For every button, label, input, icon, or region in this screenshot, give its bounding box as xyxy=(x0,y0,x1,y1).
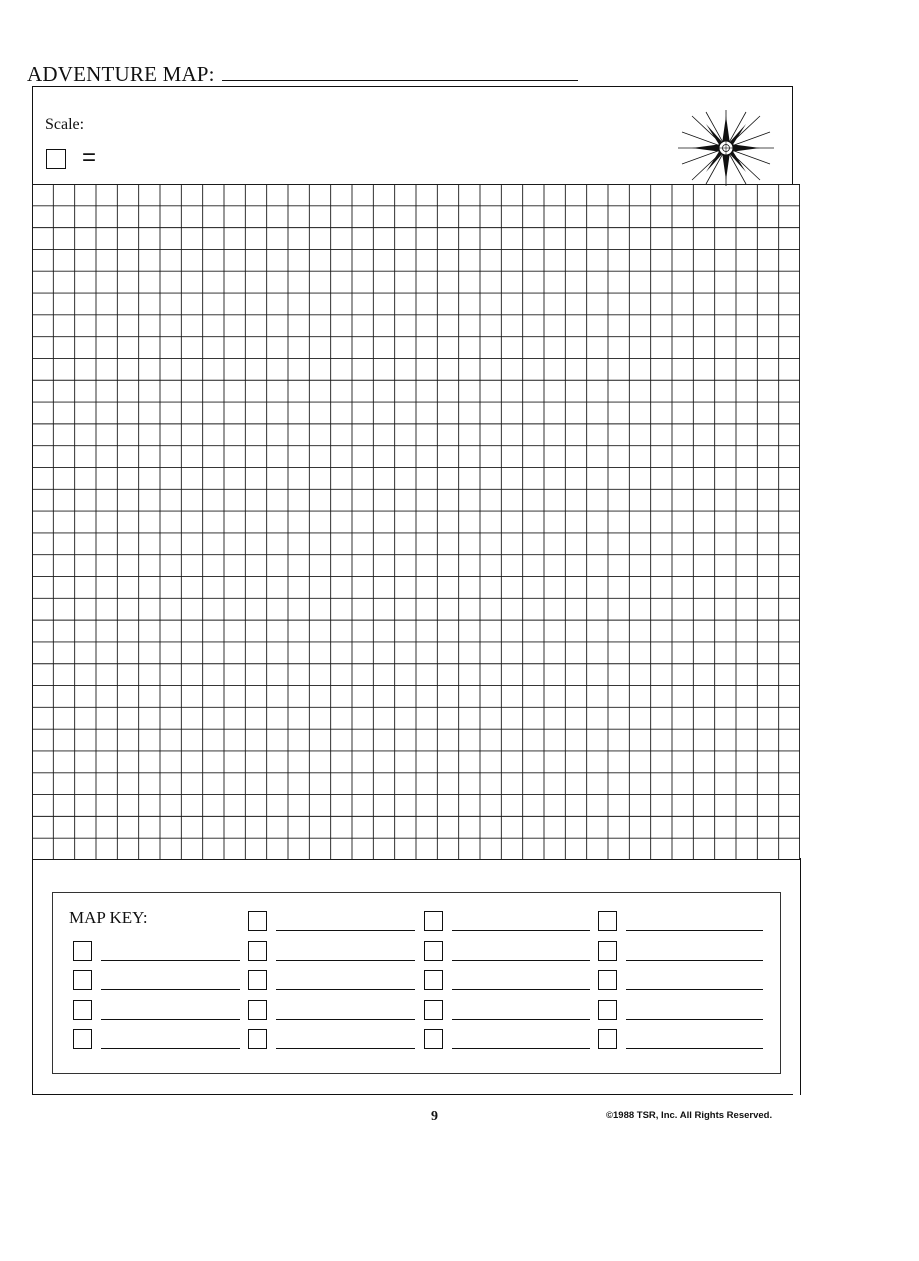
key-checkbox[interactable] xyxy=(248,941,267,961)
page-title: ADVENTURE MAP: xyxy=(27,62,215,86)
key-entry-line[interactable] xyxy=(626,1019,763,1020)
key-entry-line[interactable] xyxy=(626,960,763,961)
key-checkbox[interactable] xyxy=(424,1029,443,1049)
key-checkbox[interactable] xyxy=(598,911,617,931)
key-checkbox[interactable] xyxy=(248,970,267,990)
key-entry-line[interactable] xyxy=(101,960,240,961)
key-checkbox[interactable] xyxy=(598,970,617,990)
key-checkbox[interactable] xyxy=(598,941,617,961)
key-entry-line[interactable] xyxy=(626,930,763,931)
key-checkbox[interactable] xyxy=(424,1000,443,1020)
page-number: 9 xyxy=(431,1109,438,1124)
key-entry-line[interactable] xyxy=(452,930,590,931)
key-entry-line[interactable] xyxy=(626,989,763,990)
key-checkbox[interactable] xyxy=(73,1000,92,1020)
scale-label: Scale: xyxy=(45,116,85,133)
scale-equals-sign: = xyxy=(82,144,97,171)
key-checkbox[interactable] xyxy=(248,911,267,931)
key-entry-line[interactable] xyxy=(276,960,415,961)
key-entry-line[interactable] xyxy=(276,1019,415,1020)
key-checkbox[interactable] xyxy=(73,941,92,961)
key-checkbox[interactable] xyxy=(424,911,443,931)
map-key-title: MAP KEY: xyxy=(69,908,148,927)
copyright-notice: ©1988 TSR, Inc. All Rights Reserved. xyxy=(606,1110,773,1121)
key-entry-line[interactable] xyxy=(276,930,415,931)
key-entry-line[interactable] xyxy=(101,1048,240,1049)
key-entry-line[interactable] xyxy=(452,989,590,990)
key-checkbox[interactable] xyxy=(598,1029,617,1049)
title-underline xyxy=(222,80,578,81)
key-entry-line[interactable] xyxy=(452,1019,590,1020)
map-frame-right-edge-bottom xyxy=(800,858,801,1095)
key-checkbox[interactable] xyxy=(73,1029,92,1049)
key-entry-line[interactable] xyxy=(276,989,415,990)
key-checkbox[interactable] xyxy=(248,1029,267,1049)
key-checkbox[interactable] xyxy=(248,1000,267,1020)
key-entry-line[interactable] xyxy=(452,1048,590,1049)
key-entry-line[interactable] xyxy=(452,960,590,961)
key-checkbox[interactable] xyxy=(598,1000,617,1020)
key-entry-line[interactable] xyxy=(101,1019,240,1020)
key-checkbox[interactable] xyxy=(73,970,92,990)
key-entry-line[interactable] xyxy=(101,989,240,990)
key-checkbox[interactable] xyxy=(424,970,443,990)
key-checkbox[interactable] xyxy=(424,941,443,961)
compass-rose-icon xyxy=(678,110,774,186)
scale-square-box xyxy=(46,149,66,169)
key-entry-line[interactable] xyxy=(276,1048,415,1049)
map-frame-right-edge-top xyxy=(792,86,793,184)
key-entry-line[interactable] xyxy=(626,1048,763,1049)
map-grid xyxy=(32,184,800,860)
map-key-box xyxy=(52,892,781,1074)
